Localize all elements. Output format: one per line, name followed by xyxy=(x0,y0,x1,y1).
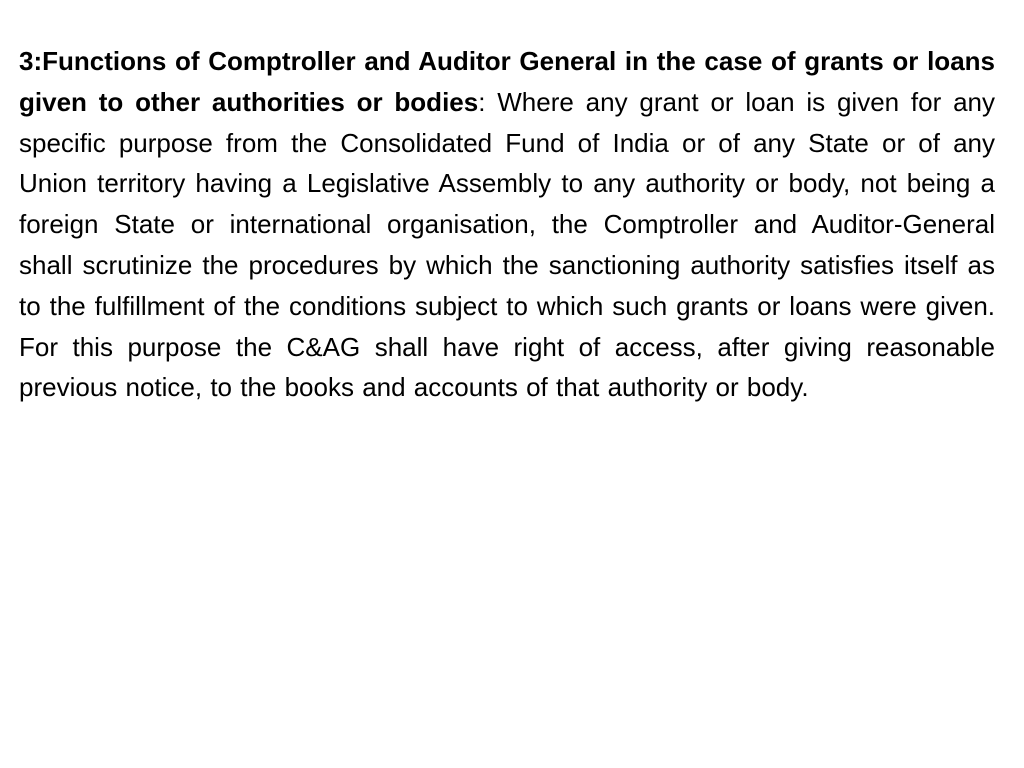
slide-heading: 3:Functions of Comptroller and Auditor General in the case of grants or loans given to other authorities or bodies xyxy=(19,46,995,117)
slide-body-paragraph xyxy=(19,41,995,408)
heading-separator: : xyxy=(478,86,498,117)
slide-body-text: Where any grant or loan is given for any specific purpose from the Consolidated Fund of India or of any State or of any Union territory having a Legislative Assembly to any authority or body, not being a foreign State or international organisation, the Comptroller and Auditor-General shall scrutinize the procedures by which the sanctioning authority satisfies itself as to the fulfillment of the conditions subject to which such grants or loans were given. For this purpose the C&AG shall have right of access, after giving reasonable previous notice, to the books and accounts of that authority or body. xyxy=(19,86,995,403)
